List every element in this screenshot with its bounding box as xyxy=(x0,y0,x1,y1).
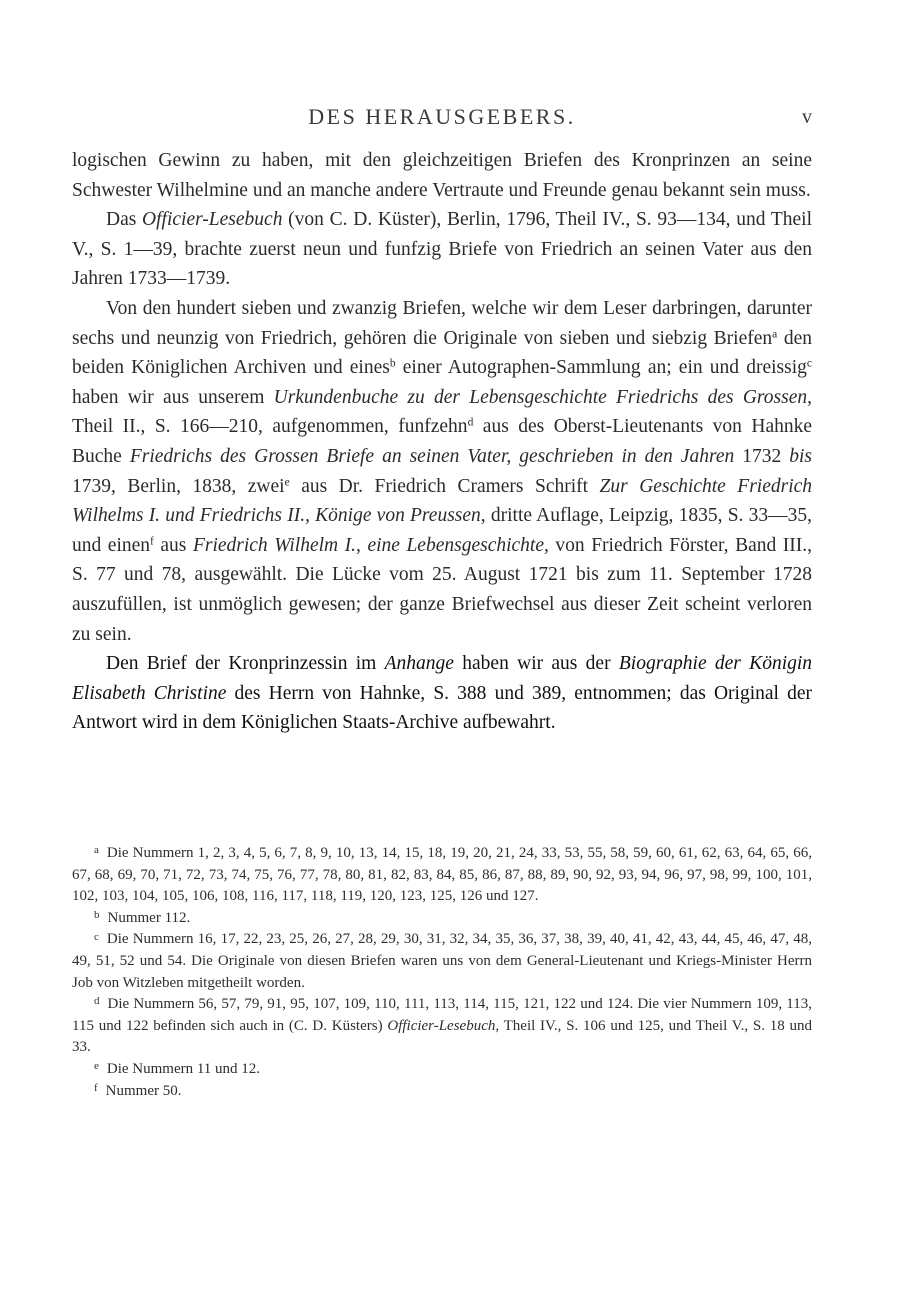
footnote-ref-e[interactable]: e xyxy=(284,476,290,489)
p3-text-f: Theil II., S. 166—210, aufgenommen, funfzehn xyxy=(72,416,468,438)
p3-title-urkundenbuch: Urkundenbuche zu der Lebensgeschichte Friedrichs des Grossen, xyxy=(273,386,812,408)
p3-text-a: Von den hundert sieben und zwanzig Briefen, welche wir dem Leser darbringen, darunter sechs und neunzig von Friedrich, gehören die Originale von sieben und siebzig Briefen xyxy=(72,297,812,349)
p3-text-c: einer Autographen-Sammlung an; ein und dreissig xyxy=(402,357,807,379)
p3-title-hahnke: Friedrichs des Grossen Briefe an seinen Vater, geschrieben in den Jahren xyxy=(129,445,735,467)
paragraph-3 xyxy=(72,294,812,649)
p2-text-c: (von C. D. Küster), Berlin, 1796, Theil IV., S. 93—134, und Theil V., S. 1—39, brachte zuerst neun und funfzig Briefe von Friedrich an seinen Vater aus den Jahren 1733—1739. xyxy=(72,209,812,290)
p4-title-anhange: Anhange xyxy=(384,653,454,675)
p4-text-e: des Herrn von Hahnke, S. 388 und 389, entnommen; das Original der Antwort wird in dem Königlichen Staats-Archive aufbewahrt. xyxy=(72,682,812,734)
footnote-d xyxy=(72,994,812,1059)
footnote-f xyxy=(72,1081,812,1103)
footnote-text-f: Nummer 50. xyxy=(105,1082,182,1099)
p4-text-a: Den Brief der Kronprinzessin im xyxy=(106,653,377,675)
main-text xyxy=(72,146,812,738)
paragraph-4 xyxy=(72,649,812,738)
p3-text-n: dritte Auflage, Leipzig, 1835, S. 33—35, und einen xyxy=(72,505,812,556)
footnote-text-b: Nummer 112. xyxy=(107,909,191,926)
p3-text-g: aus des Oberst-Lieutenants von Hahnke Buche xyxy=(72,416,813,467)
p3-text-l: aus Dr. Friedrich Cramers Schrift xyxy=(301,475,589,497)
footnote-text-a: Die Nummern 1, 2, 3, 4, 5, 6, 7, 8, 9, 10, 13, 14, 15, 18, 19, 20, 21, 24, 33, 53, 55, 58, 59, 60, 61, 62, 63, 64, 65, 66, 67, 68, 69, 70, 71, 72, 73, 74, 75, 76, 77, 78, 80, 81, 82, 83, 84, 85, 86, 87, 88, 89, 90, 92, 93, 94, 96, 97, 98, 99, 100, 101, 102, 103, 104, 105, 106, 108, 116, 117, 118, 119, 120, 123, 125, 126 und 127. xyxy=(72,845,812,905)
footnote-ref-c[interactable]: c xyxy=(806,357,812,370)
running-head xyxy=(72,104,812,134)
footnote-b xyxy=(72,908,812,930)
footnote-mark-c: c xyxy=(94,930,99,943)
p3-title-cramer: Zur Geschichte Friedrich Wilhelms I. und Friedrichs II., Könige von Preussen, xyxy=(72,475,813,527)
footnote-mark-a: a xyxy=(94,844,99,857)
p3-text-d: haben wir aus unserem xyxy=(72,386,265,408)
p3-text-k: 1739, Berlin, 1838, zwei xyxy=(72,475,285,497)
footnote-a xyxy=(72,843,812,908)
page-number: v xyxy=(802,106,812,128)
footnote-mark-b: b xyxy=(94,908,100,921)
p2-text-a: Das xyxy=(106,209,137,231)
footnote-mark-f: f xyxy=(94,1081,98,1094)
footnote-text-e: Die Nummern 11 und 12. xyxy=(106,1060,261,1077)
p4-title-biographie: Biographie der Königin Elisabeth Christine xyxy=(72,653,813,704)
p3-title-foerster: Friedrich Wilhelm I., eine Lebensgeschichte, xyxy=(192,534,549,556)
p3-text-i: 1732 xyxy=(742,445,782,467)
footnote-text-d-title: Officier-Lesebuch, xyxy=(387,1017,500,1034)
footnotes xyxy=(72,843,812,1102)
footnote-mark-e: e xyxy=(94,1060,99,1073)
p4-text-c: haben wir aus der xyxy=(462,653,611,675)
p3-text-b: den beiden Königlichen Archiven und eines xyxy=(72,327,813,379)
footnote-mark-d: d xyxy=(94,995,100,1008)
footnote-ref-a[interactable]: a xyxy=(772,328,778,341)
paragraph-2 xyxy=(72,205,812,294)
running-title: DES HERAUSGEBERS. xyxy=(308,104,576,129)
p3-text-q: von Friedrich Förster, Band III., S. 77 und 78, ausgewählt. Die Lücke vom 25. August 1721 bis zum 11. September 1728 auszufüllen, ist unmöglich gewesen; der ganze Briefwechsel aus dieser Zeit scheint verloren zu sein. xyxy=(72,534,813,645)
paragraph-1: logischen Gewinn zu haben, mit den gleichzeitigen Briefen des Kronprinzen an seine Schwester Wilhelmine und an manche andere Vertraute und Freunde genau bekannt sein muss. xyxy=(72,150,812,201)
footnote-text-c: Die Nummern 16, 17, 22, 23, 25, 26, 27, 28, 29, 30, 31, 32, 34, 35, 36, 37, 38, 39, 40, 41, 42, 43, 44, 45, 46, 47, 48, 49, 51, 52 und 54. Die Originale von diesen Briefen waren uns von dem General-Lieutenant und Kriegs-Minister Herrn Job von Witzleben mitgetheilt worden. xyxy=(72,931,812,991)
footnote-ref-d[interactable]: d xyxy=(467,417,474,430)
footnote-c xyxy=(72,929,812,994)
p3-text-o: aus xyxy=(160,534,187,556)
p3-text-bis: bis xyxy=(789,445,812,467)
footnote-e xyxy=(72,1059,812,1081)
footnote-text-d-c: Theil IV., S. 106 und 125, und Theil V., S. 18 und 33. xyxy=(72,1017,813,1056)
footnote-ref-f[interactable]: f xyxy=(150,535,154,548)
p2-title-officier-lesebuch: Officier-Lesebuch xyxy=(142,209,283,231)
footnote-ref-b[interactable]: b xyxy=(389,357,396,370)
footnote-text-d-a: Die Nummern 56, 57, 79, 91, 95, 107, 109, 110, 111, 113, 114, 115, 121, 122 und 124. Die vier Nummern 109, 113, 115 und 122 befinden sich auch in (C. D. Küsters) xyxy=(72,996,812,1034)
